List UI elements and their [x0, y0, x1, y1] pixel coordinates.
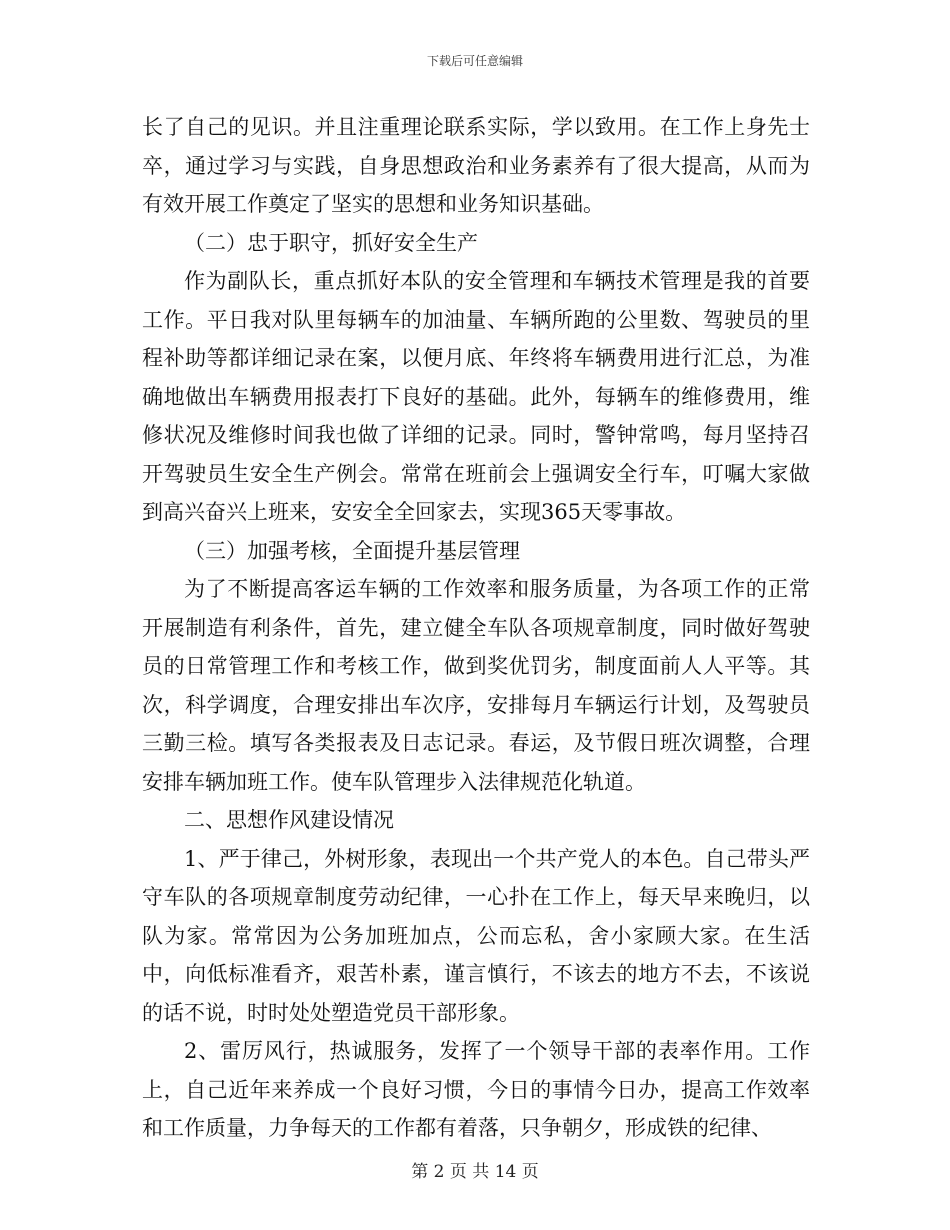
page-header: 下载后可任意编辑	[426, 54, 523, 68]
paragraph-2: 作为副队长，重点抓好本队的安全管理和车辆技术管理是我的首要工作。平日我对队里每辆车的加油量、车辆所跑的公里数、驾驶员的里程补助等都详细记录在案，以便月底、年终将车辆费用进行汇总，为准确地做出车辆费用报表打下良好的基础。此外，每辆车的维修费用，维修状况及维修时间我也做了详细的记录。同时，警钟常鸣，每月坚持召开驾驶员生安全生产例会。常常在班前会上强调安全行车，叮嘱大家做到高兴奋兴上班来，安安全全回家去，实现365天零事故。	[142, 269, 810, 524]
document-body	[142, 108, 810, 1148]
section-heading-3: （三）加强考核，全面提升基层管理	[184, 538, 520, 563]
paragraph-3: 为了不断提高客运车辆的工作效率和服务质量，为各项工作的正常开展制造有利条件，首先，建立健全车队各项规章制度，同时做好驾驶员的日常管理工作和考核工作，做到奖优罚劣，制度面前人人平等。其次，科学调度，合理安排出车次序，安排每月车辆运行计划，及驾驶员三勤三检。填写各类报表及日志记录。春运，及节假日班次调整，合理安排车辆加班工作。使车队管理步入法律规范化轨道。	[142, 577, 810, 794]
paragraph-1: 长了自己的见识。并且注重理论联系实际，学以致用。在工作上身先士卒，通过学习与实践，自身思想政治和业务素养有了很大提高，从而为有效开展工作奠定了坚实的思想和业务知识基础。	[142, 115, 810, 216]
paragraph-5: 2、雷厉风行，热诚服务，发挥了一个领导干部的表率作用。工作上，自己近年来养成一个良好习惯，今日的事情今日办，提高工作效率和工作质量，力争每天的工作都有着落，只争朝夕，形成铁的纪律、	[142, 1039, 810, 1140]
page-number-footer: 第 2 页 共 14 页	[411, 1162, 539, 1182]
chapter-heading-2: 二、思想作风建设情况	[184, 808, 394, 832]
section-heading-2: （二）忠于职守，抓好安全生产	[184, 230, 478, 255]
paragraph-4: 1、严于律己，外树形象，表现出一个共产党人的本色。自己带头严守车队的各项规章制度劳动纪律，一心扑在工作上，每天早来晚归，以队为家。常常因为公务加班加点，公而忘私，舍小家顾大家。在生活中，向低标准看齐，艰苦朴素，谨言慎行，不该去的地方不去，不该说的话不说，时时处处塑造党员干部形象。	[142, 846, 810, 1025]
